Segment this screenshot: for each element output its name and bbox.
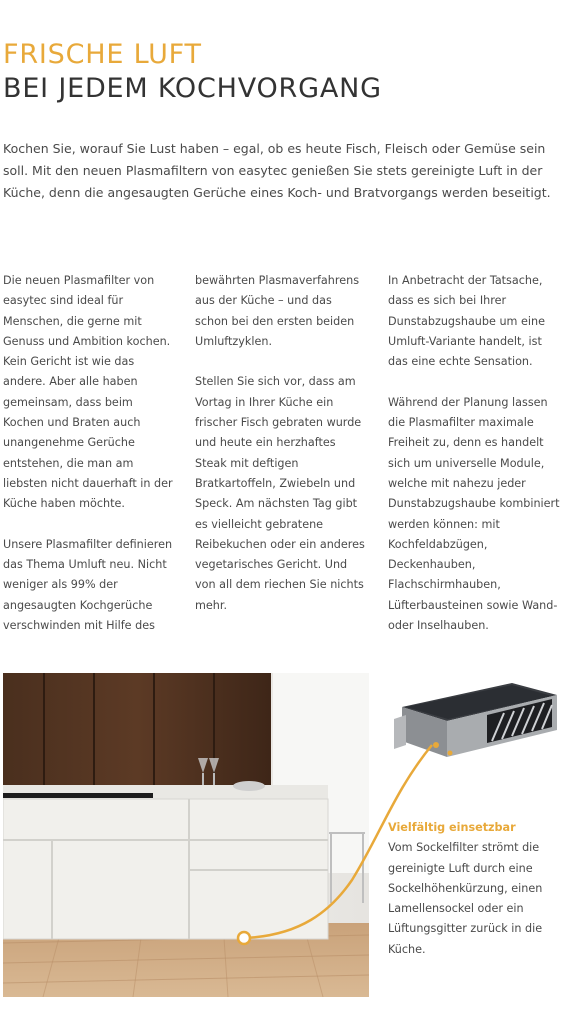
kitchen-photo (3, 673, 369, 997)
plasma-filter-image (392, 675, 562, 775)
text-column-2 (195, 271, 367, 636)
column-paragraph: Die neuen Plasmafilter von easytec sind ideal für Menschen, die gerne mit Genuss und Ambition kochen. Kein Gericht ist wie das andere. Aber alle haben gemeinsam, dass beim Kochen und Braten auch unangenehme Gerüche entstehen, die man am liebsten nicht dauerhaft in der Küche haben möchte. (3, 274, 173, 511)
caption-title: Vielfältig einsetzbar (388, 821, 516, 834)
text-column-3 (388, 271, 560, 657)
heading-line-accent: FRISCHE LUFT (3, 39, 202, 70)
intro-paragraph: Kochen Sie, worauf Sie Lust haben – egal, ob es heute Fisch, Fleisch oder Gemüse sein soll. Mit den neuen Plasmafiltern von easytec genießen Sie stets gereinigte Luft in der Küche, denn die angesaugten Gerüche eines Koch- und Bratvorgangs werden beseitigt. (3, 141, 551, 200)
column-paragraph: Unsere Plasmafilter definieren das Thema Umluft neu. Nicht weniger als 99% der angesaugten Kochgerüche verschwinden mit Hilfe des (3, 537, 173, 633)
page-heading (3, 38, 578, 106)
column-paragraph: Während der Planung lassen die Plasmafilter maximale Freiheit zu, denn es handelt sich um universelle Module, welche mit nahezu jeder Dunstabzugshaube kombiniert werden können: mit Kochfeldabzügen, Deckenhauben, Flachschirmhauben, Lüfterbausteinen sowie Wand- oder Inselhauben. (388, 395, 560, 633)
heading-line-main: BEI JEDEM KOCHVORGANG (3, 73, 382, 104)
column-paragraph: In Anbetracht der Tatsache, dass es sich bei Ihrer Dunstabzugshaube um eine Umluft-Variante handelt, ist das eine echte Sensation. (388, 274, 545, 369)
text-column-1 (3, 271, 175, 657)
feature-caption (388, 818, 578, 960)
column-paragraph: Stellen Sie sich vor, dass am Vortag in Ihrer Küche ein frischer Fisch gebraten wurde und heute ein herzhaftes Steak mit deftigen Bratkartoffeln, Zwiebeln und Speck. Am nächsten Tag gibt es vielleicht gebratene Reibekuchen oder ein anderes vegetarisches Gericht. Und von all dem riechen Sie nichts mehr. (195, 375, 365, 612)
caption-body: Vom Sockelfilter strömt die gereinigte Luft durch eine Sockelhöhenkürzung, einen Lamellensockel oder ein Lüftungsgitter zurück in die Küche. (388, 841, 543, 956)
column-paragraph: bewährten Plasmaverfahrens aus der Küche – und das schon bei den ersten beiden Umluftzyklen. (195, 274, 360, 348)
